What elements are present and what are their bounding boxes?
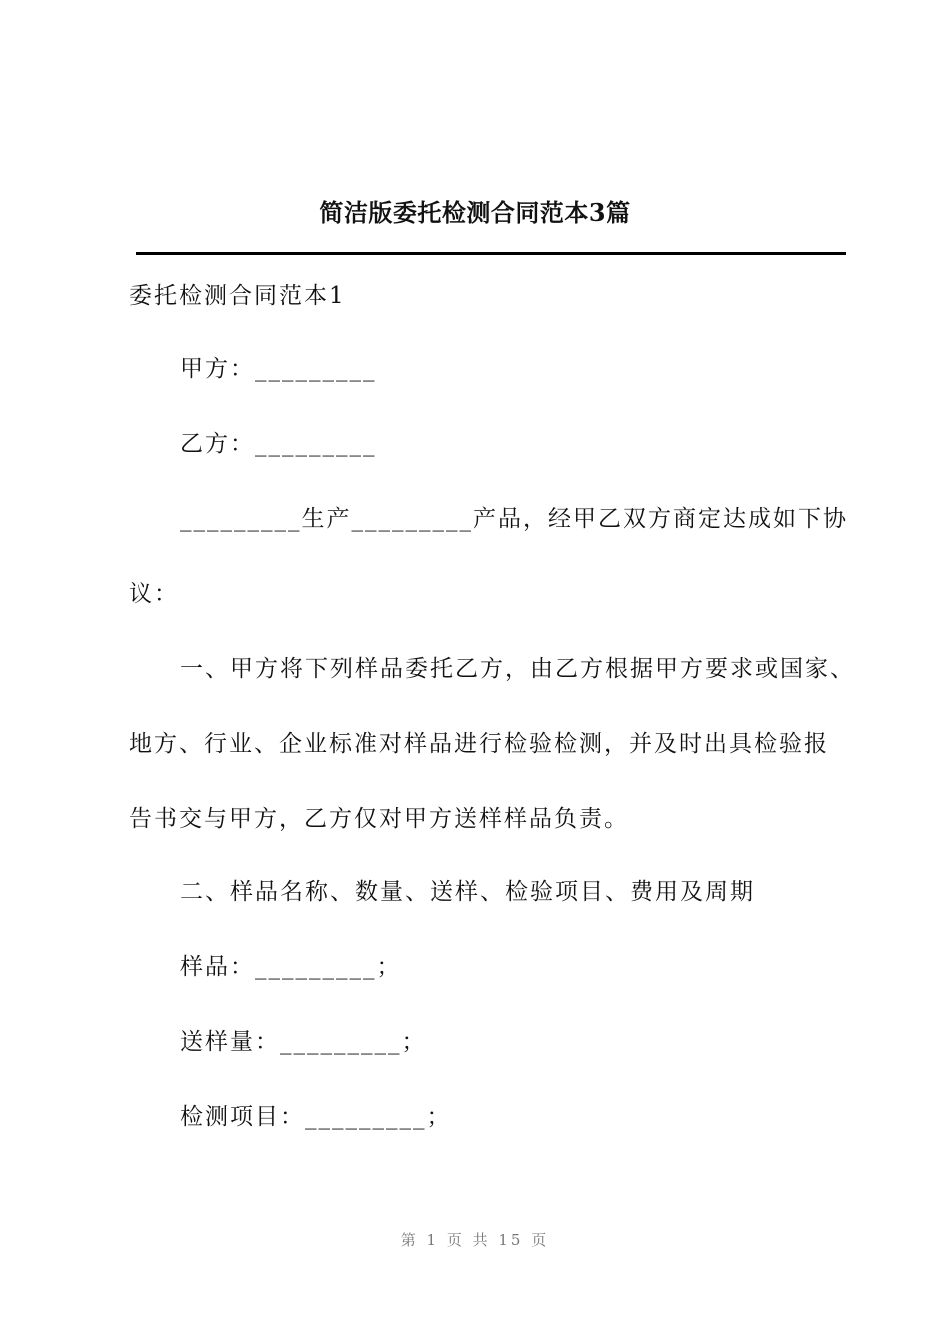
agreement-intro-line: _________生产_________产品，经甲乙双方商定达成如下协 xyxy=(180,506,848,532)
agreement-intro-continuation: 议： xyxy=(129,581,179,607)
clause-one-line-2: 地方、行业、企业标准对样品进行检验检测，并及时出具检验报 xyxy=(129,731,829,757)
clause-one-line-1: 一、甲方将下列样品委托乙方，由乙方根据甲方要求或国家、 xyxy=(180,656,855,682)
clause-two-heading: 二、样品名称、数量、送样、检验项目、费用及周期 xyxy=(180,879,755,905)
title-divider xyxy=(136,252,846,255)
section-heading: 委托检测合同范本1 xyxy=(129,283,346,309)
document-title: 简洁版委托检测合同范本3篇 xyxy=(319,198,631,227)
page-number-footer: 第 1 页 共 15 页 xyxy=(400,1231,550,1249)
sample-line: 样品：_________； xyxy=(180,954,402,980)
sample-quantity-line: 送样量：_________； xyxy=(180,1029,427,1055)
test-items-line: 检测项目：_________； xyxy=(180,1104,452,1130)
party-b-line: 乙方：_________ xyxy=(180,431,377,457)
party-a-line: 甲方：_________ xyxy=(180,356,377,382)
clause-one-line-3: 告书交与甲方，乙方仅对甲方送样样品负责。 xyxy=(129,806,629,832)
